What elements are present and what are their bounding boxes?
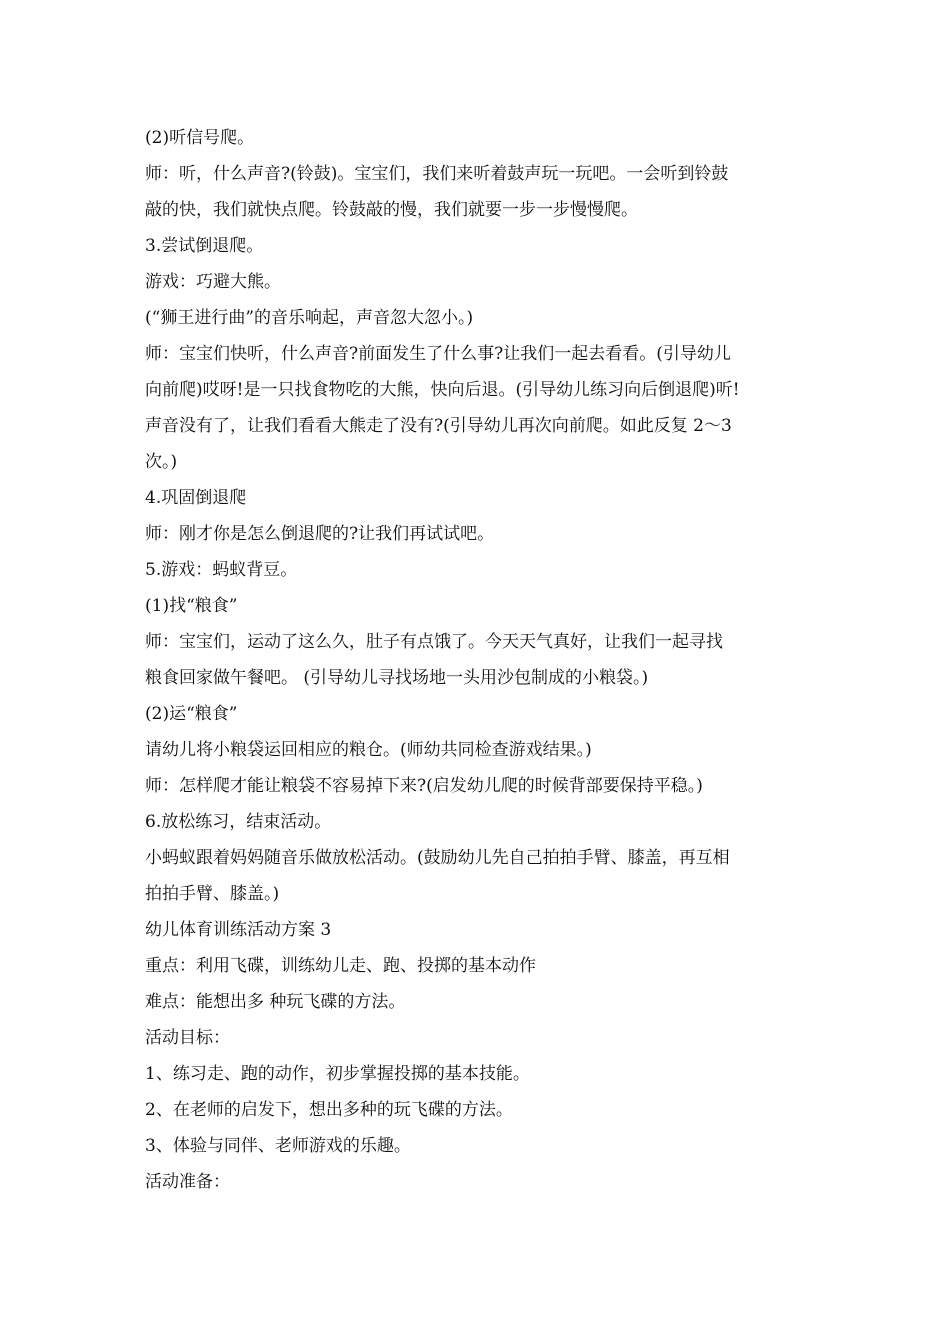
- text-line: 师：怎样爬才能让粮袋不容易掉下来?(启发幼儿爬的时候背部要保持平稳。): [145, 776, 703, 796]
- text-line: (“狮王进行曲”的音乐响起，声音忽大忽小。): [145, 308, 474, 328]
- text-line: 声音没有了，让我们看看大熊走了没有?(引导幼儿再次向前爬。如此反复 2～3: [145, 416, 732, 436]
- text-line: 5.游戏：蚂蚁背豆。: [145, 560, 298, 580]
- text-line: 1、练习走、跑的动作，初步掌握投掷的基本技能。: [145, 1064, 530, 1084]
- text-line: 师：听，什么声音?(铃鼓)。宝宝们，我们来听着鼓声玩一玩吧。一会听到铃鼓: [145, 164, 729, 184]
- text-line: (2)听信号爬。: [145, 128, 255, 148]
- text-line: 拍拍手臂、膝盖。): [145, 884, 280, 904]
- text-line: 3.尝试倒退爬。: [145, 236, 264, 256]
- text-line: 师：宝宝们快听，什么声音?前面发生了什么事?让我们一起去看看。(引导幼儿: [145, 344, 731, 364]
- text-line: 游戏：巧避大熊。: [145, 272, 281, 292]
- text-line: 难点：能想出多 种玩飞碟的方法。: [145, 992, 406, 1012]
- text-line: 活动目标：: [145, 1028, 230, 1048]
- text-line: 重点：利用飞碟，训练幼儿走、跑、投掷的基本动作: [145, 956, 536, 976]
- text-line: 向前爬)哎呀!是一只找食物吃的大熊，快向后退。(引导幼儿练习向后倒退爬)听!: [145, 380, 740, 400]
- text-line: 3、体验与同伴、老师游戏的乐趣。: [145, 1136, 411, 1156]
- section-heading: 幼儿体育训练活动方案 3: [145, 920, 332, 940]
- text-line: (1)找“粮食”: [145, 596, 238, 616]
- text-line: 活动准备：: [145, 1172, 230, 1192]
- text-line: 师：刚才你是怎么倒退爬的?让我们再试试吧。: [145, 524, 495, 544]
- text-line: 请幼儿将小粮袋运回相应的粮仓。(师幼共同检查游戏结果。): [145, 740, 592, 760]
- text-line: 师：宝宝们，运动了这么久，肚子有点饿了。今天天气真好，让我们一起寻找: [145, 632, 723, 652]
- text-line: 2、在老师的启发下，想出多种的玩飞碟的方法。: [145, 1100, 513, 1120]
- text-line: 6.放松练习，结束活动。: [145, 812, 332, 832]
- text-line: (2)运“粮食”: [145, 704, 238, 724]
- text-line: 4.巩固倒退爬: [145, 488, 247, 508]
- text-line: 小蚂蚁跟着妈妈随音乐做放松活动。(鼓励幼儿先自己拍拍手臂、膝盖，再互相: [145, 848, 730, 868]
- text-line: 敲的快，我们就快点爬。铃鼓敲的慢，我们就要一步一步慢慢爬。: [145, 200, 638, 220]
- text-line: 粮食回家做午餐吧。 (引导幼儿寻找场地一头用沙包制成的小粮袋。): [145, 668, 649, 688]
- document-body: [145, 120, 810, 1200]
- text-line: 次。): [145, 452, 178, 472]
